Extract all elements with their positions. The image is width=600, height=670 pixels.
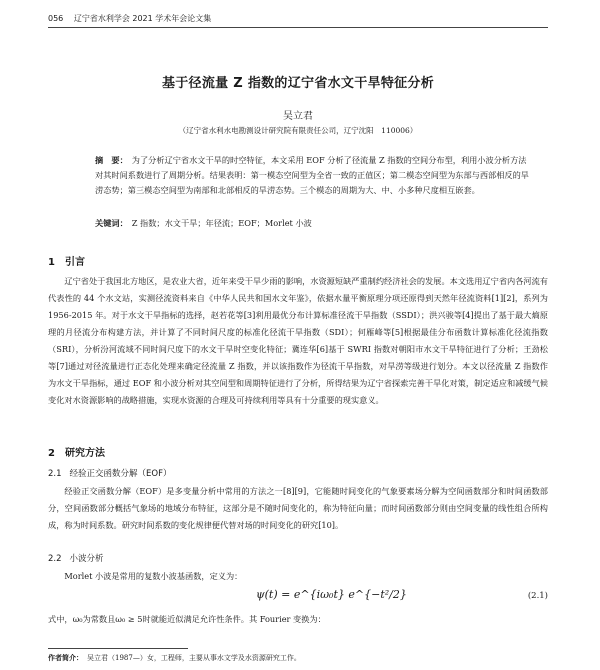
- header-rule: [48, 27, 548, 28]
- footnote-text: 吴立君（1987—）女，工程师，主要从事水文学及水资源研究工作。: [87, 654, 301, 662]
- section-2-heading: [48, 444, 105, 459]
- subsection-2-1-number: 2.1: [48, 469, 62, 479]
- subsection-2-2-heading: [48, 552, 104, 564]
- abstract: [95, 153, 530, 198]
- author-name: 吴立君: [283, 111, 313, 122]
- section-1-number: 1: [48, 257, 55, 268]
- subsection-2-2-number: 2.2: [48, 554, 62, 564]
- equation-label: (2.1): [527, 591, 548, 601]
- section-2-number: 2: [48, 448, 55, 459]
- subsection-2-2-title: 小波分析: [69, 554, 104, 564]
- page-number: 056: [48, 14, 64, 23]
- morlet-equation: ψ(t) = e^{iω₀t} e^{−t²/2}: [256, 588, 407, 601]
- section-2-title: 研究方法: [64, 448, 105, 459]
- paper-title: 基于径流量 Z 指数的辽宁省水文干旱特征分析: [161, 76, 435, 91]
- equation-row: [48, 586, 548, 608]
- author-footnote: [48, 653, 548, 663]
- section-1-heading: [48, 253, 85, 268]
- abstract-text: 为了分析辽宁省水文干旱的时空特征，本文采用 EOF 分析了径流量 Z 指数的空间分布型，利用小波分析方法对其时间系数进行了周期分析。结果表明：第一模态空间型为全省一致的正值区；第二模态空间型为东部与西部相反的旱涝态势；第三模态空间型为南部和北部相反的旱涝态势。三个模态的周期为大、中、小多种尺度相互嵌套。: [95, 155, 529, 195]
- subsection-2-1-heading: [48, 467, 171, 479]
- subsection-2-2-paragraph: Morlet 小波是常用的复数小波基函数，定义为：: [64, 571, 243, 581]
- keywords: [95, 216, 530, 231]
- journal-name: 辽宁省水利学会 2021 学术年会论文集: [73, 14, 212, 23]
- affiliation: （辽宁省水利水电勘测设计研究院有限责任公司，辽宁沈阳 110006）: [178, 126, 418, 135]
- section-1-paragraph: 辽宁省处于我国北方地区，是农业大省，近年来受干旱少雨的影响，水资源短缺严重制约经济社会的发展。本文选用辽宁省内各河流有代表性的 44 个水文站，实测径流资料来自《中华人民共和国水文年鉴》，依据水量平衡原理分项还原得到天然年径流资料[1][2]，系列为 1956-2015 年。对于水文干旱指标的选择，赵若花等[3]利用最优分布计算标准径流干旱指数（SSDI）；洪兴骏等[4]提出了基于最大熵原理的月径流分布构建方法，并计算了不同时间尺度的标准化径流干旱指数（SDI）；何雁峰等[5]根据最佳分布函数计算标准化径流指数（SRI），分析汾河流域不同时间尺度下的水文干旱时空变化特征；冀连华[6]基于 SWRI 指数对朝阳市水文干旱特征进行了分析；王劲松等[7]通过对径流量进行正态化处理来确定径流量 Z 指数，并以该指数作为径流干旱指数，对旱涝等级进行划分。本文以径流量 Z 指数作为水文干旱指标，通过 EOF 和小波分析对其空间型和周期特征进行了分析，所得结果为辽宁省探索完善干旱化对策，制定适应和减缓气候变化对水资源影响的战略措施，实现水资源的合理及可持续利用等具有十分重要的现实意义。: [48, 276, 548, 405]
- running-header: [48, 13, 211, 24]
- abstract-label: 摘 要：: [95, 155, 128, 165]
- footnote-rule: [48, 648, 188, 649]
- keywords-label: 关键词：: [95, 218, 128, 228]
- section-1-title: 引言: [64, 257, 85, 268]
- equation-explanation: 式中，ω₀为常数且ω₀ ≥ 5时就能近似满足允许性条件。其 Fourier 变换为：: [48, 614, 326, 624]
- keywords-text: Z 指数；水文干旱；年径流；EOF；Morlet 小波: [131, 218, 312, 228]
- subsection-2-1-title: 经验正交函数分解（EOF）: [69, 469, 172, 479]
- subsection-2-1-paragraph: 经验正交函数分解（EOF）是多变量分析中常用的方法之一[8][9]，它能随时间变化的气象要素场分解为空间函数部分和时间函数部分，空间函数部分概括气象场的地域分布特征，这部分是不随时间变化的，称为特征向量；而时间函数部分则由空间变量的线性组合所构成，称为时间系数。研究时间系数的变化规律便代替对场的时间变化的研究[10]。: [48, 486, 548, 530]
- footnote-label: 作者简介：: [48, 653, 83, 662]
